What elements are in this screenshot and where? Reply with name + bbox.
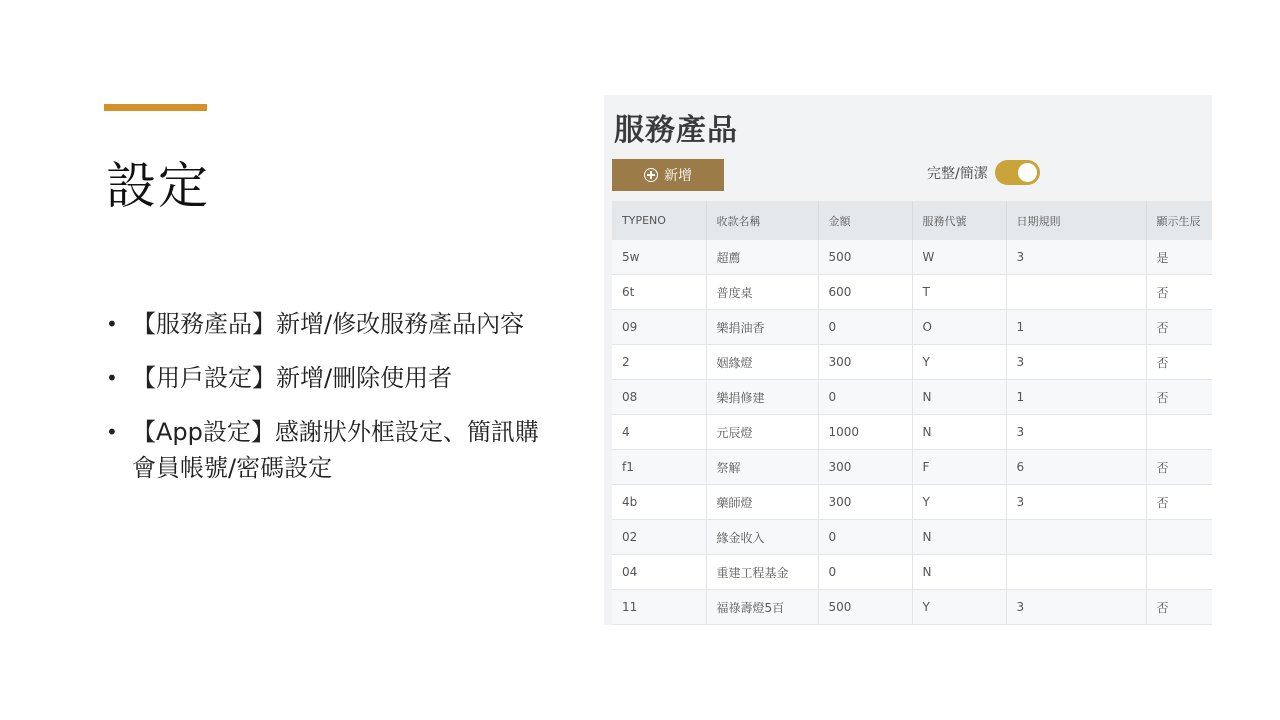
table-row[interactable] <box>612 590 1212 625</box>
table-row[interactable] <box>612 520 1212 555</box>
plus-circle-icon <box>644 168 658 182</box>
table-cell: N <box>912 415 1006 450</box>
table-cell: N <box>912 380 1006 415</box>
accent-bar <box>104 104 207 111</box>
table-cell: 否 <box>1146 345 1212 380</box>
table-row[interactable] <box>612 485 1212 520</box>
table-cell: 300 <box>818 450 912 485</box>
table-cell: 否 <box>1146 485 1212 520</box>
table-cell: 樂捐修建 <box>706 380 818 415</box>
table-cell: 否 <box>1146 310 1212 345</box>
slide-title: 設定 <box>106 157 210 215</box>
column-header[interactable]: TYPENO <box>612 201 706 240</box>
table-cell: 2 <box>612 345 706 380</box>
table-cell <box>1146 555 1212 590</box>
screenshot-panel <box>604 95 1212 625</box>
table-cell: 是 <box>1146 240 1212 275</box>
table-row[interactable] <box>612 275 1212 310</box>
table-header-row <box>612 201 1212 240</box>
table-cell: 1000 <box>818 415 912 450</box>
table-cell: 祭解 <box>706 450 818 485</box>
table-cell: 0 <box>818 520 912 555</box>
table-cell: 福祿壽燈5百 <box>706 590 818 625</box>
table-cell: 09 <box>612 310 706 345</box>
table-cell: 300 <box>818 485 912 520</box>
table-cell: F <box>912 450 1006 485</box>
column-header[interactable]: 收款名稱 <box>706 201 818 240</box>
table-row[interactable] <box>612 415 1212 450</box>
table-cell <box>1006 275 1146 310</box>
table-cell: 3 <box>1006 345 1146 380</box>
table-cell: 緣金收入 <box>706 520 818 555</box>
table-cell <box>1146 415 1212 450</box>
table-cell: 6 <box>1006 450 1146 485</box>
table-row[interactable] <box>612 450 1212 485</box>
table-cell: 3 <box>1006 240 1146 275</box>
table-cell: 600 <box>818 275 912 310</box>
table-row[interactable] <box>612 345 1212 380</box>
table-cell: 0 <box>818 555 912 590</box>
table-row[interactable] <box>612 555 1212 590</box>
table-cell: 3 <box>1006 485 1146 520</box>
bullet-item: • 【App設定】感謝狀外框設定、簡訊購會員帳號/密碼設定 <box>106 414 546 486</box>
table-cell: 重建工程基金 <box>706 555 818 590</box>
table-cell: 超薦 <box>706 240 818 275</box>
table-row[interactable] <box>612 240 1212 275</box>
table-cell: 04 <box>612 555 706 590</box>
table-cell: 否 <box>1146 450 1212 485</box>
column-header[interactable]: 服務代號 <box>912 201 1006 240</box>
view-toggle[interactable] <box>995 160 1040 185</box>
table-cell: 樂捐油香 <box>706 310 818 345</box>
table-cell <box>1146 520 1212 555</box>
table-cell: N <box>912 520 1006 555</box>
table-cell: f1 <box>612 450 706 485</box>
table-cell: Y <box>912 590 1006 625</box>
table-cell: 元辰燈 <box>706 415 818 450</box>
add-button-label: 新增 <box>664 168 692 184</box>
table-cell: 普度桌 <box>706 275 818 310</box>
table-row[interactable] <box>612 310 1212 345</box>
table-body <box>612 240 1212 625</box>
table-cell <box>1006 520 1146 555</box>
table-cell: 500 <box>818 240 912 275</box>
table-cell: 1 <box>1006 310 1146 345</box>
table-cell: 0 <box>818 380 912 415</box>
column-header[interactable]: 金額 <box>818 201 912 240</box>
table-cell: 否 <box>1146 380 1212 415</box>
bullet-item: • 【服務產品】新增/修改服務產品內容 <box>106 306 546 342</box>
view-toggle-label: 完整/簡潔 <box>927 166 988 182</box>
table-cell: 4 <box>612 415 706 450</box>
table-cell: 1 <box>1006 380 1146 415</box>
table-cell: 02 <box>612 520 706 555</box>
toggle-knob <box>1018 163 1037 182</box>
products-table <box>612 201 1212 625</box>
bullet-list <box>106 306 546 504</box>
table-cell: O <box>912 310 1006 345</box>
table-cell: 08 <box>612 380 706 415</box>
table-cell: Y <box>912 485 1006 520</box>
table-cell: 3 <box>1006 590 1146 625</box>
table-row[interactable] <box>612 380 1212 415</box>
table-cell: 藥師燈 <box>706 485 818 520</box>
table-cell <box>1006 555 1146 590</box>
table-cell: 6t <box>612 275 706 310</box>
table-cell: 300 <box>818 345 912 380</box>
table-cell: 否 <box>1146 275 1212 310</box>
page-title: 服務產品 <box>614 113 738 148</box>
table-cell: 5w <box>612 240 706 275</box>
bullet-item: • 【用戶設定】新增/刪除使用者 <box>106 360 546 396</box>
table-cell: Y <box>912 345 1006 380</box>
column-header[interactable]: 顯示生辰 <box>1146 201 1212 240</box>
table-cell: 0 <box>818 310 912 345</box>
table-cell: W <box>912 240 1006 275</box>
table-cell: 11 <box>612 590 706 625</box>
table-cell: T <box>912 275 1006 310</box>
add-button[interactable] <box>612 159 724 191</box>
column-header[interactable]: 日期規則 <box>1006 201 1146 240</box>
table-cell: 3 <box>1006 415 1146 450</box>
table-cell: 姻緣燈 <box>706 345 818 380</box>
table-cell: 4b <box>612 485 706 520</box>
table-cell: N <box>912 555 1006 590</box>
table-cell: 500 <box>818 590 912 625</box>
table-cell: 否 <box>1146 590 1212 625</box>
